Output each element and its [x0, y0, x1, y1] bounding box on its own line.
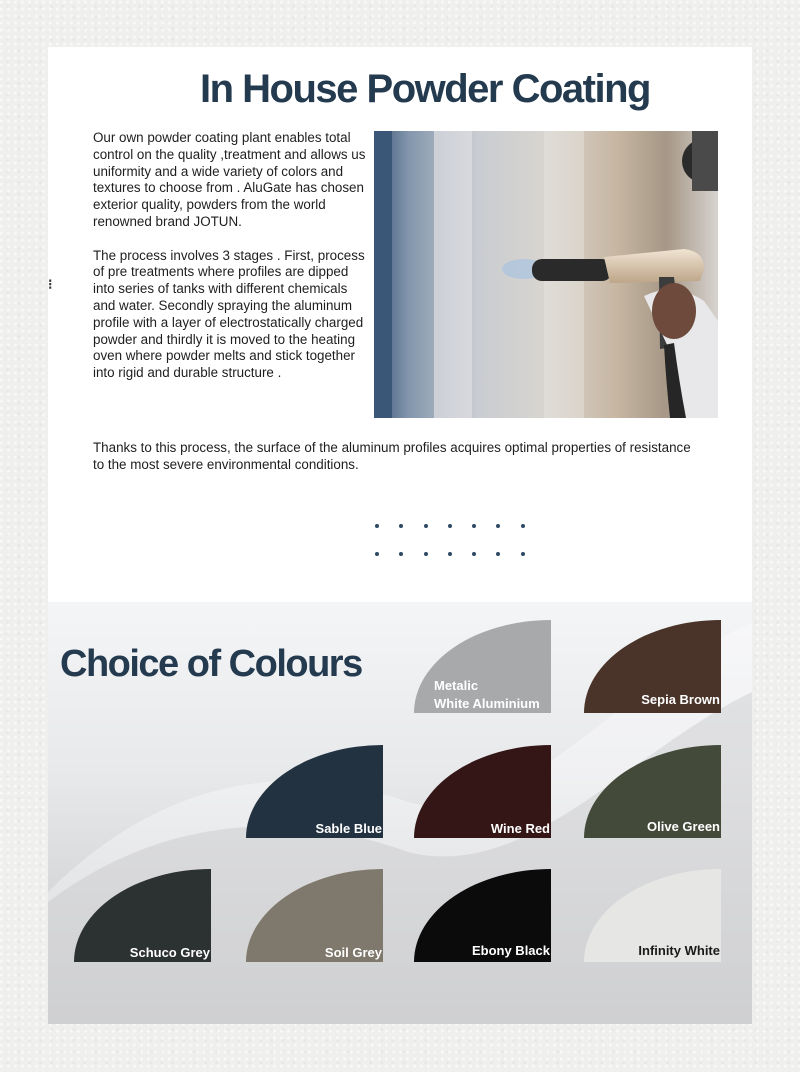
- intro-text: [93, 130, 371, 382]
- intro-paragraph-2: The process involves 3 stages . First, process of pre treatments where profiles are dipped into series of tanks with different chemicals and water. Secondly spraying the aluminum profile with a layer of electrostatically charged powder and thirdly it is moved to the heating oven where powder melts and stick together into rigid and durable structure .: [93, 247, 365, 381]
- side-ornament: ⁝: [48, 276, 53, 292]
- dot: [375, 524, 379, 528]
- dot: [448, 552, 452, 556]
- brochure-page: [48, 47, 752, 1024]
- swatch-label: Sable Blue: [315, 821, 382, 836]
- conclusion-text: Thanks to this process, the surface of the aluminum profiles acquires optimal properties of resistance to the most severe environmental conditions.: [93, 440, 691, 472]
- page-title: In House Powder Coating: [200, 67, 650, 111]
- swatch-label: Ebony Black: [471, 943, 550, 958]
- dot: [496, 552, 500, 556]
- swatch-label: Infinity White: [638, 943, 720, 958]
- dot: [496, 524, 500, 528]
- swatch-label: [434, 677, 540, 713]
- swatch-label: Sepia Brown: [641, 692, 720, 707]
- swatch-label-line2: White Aluminium: [434, 696, 540, 711]
- swatch-label: Wine Red: [490, 821, 550, 836]
- decorative-dots: [375, 524, 545, 558]
- dot: [424, 552, 428, 556]
- dot: [399, 524, 403, 528]
- dot: [521, 524, 525, 528]
- dot: [472, 552, 476, 556]
- dot: [375, 552, 379, 556]
- dot: [424, 524, 428, 528]
- dot: [399, 552, 403, 556]
- swatch-label-line1: Metalic: [434, 678, 479, 693]
- intro-paragraph-1: Our own powder coating plant enables total control on the quality ,treatment and allows us uniformity and a wide variety of colors and textures to choose from . AluGate has chosen exterior quality, powders from the world renowned brand JOTUN.: [93, 130, 366, 229]
- spray-gun-illustration: [374, 131, 718, 418]
- dot: [448, 524, 452, 528]
- dot: [472, 524, 476, 528]
- swatch-label: Olive Green: [647, 819, 720, 834]
- powder-coating-photo: [374, 131, 718, 418]
- dot: [521, 552, 525, 556]
- swatch-label: Schuco Grey: [129, 945, 210, 960]
- swatch-label: Soil Grey: [324, 945, 382, 960]
- colours-title: Choice of Colours: [60, 643, 362, 685]
